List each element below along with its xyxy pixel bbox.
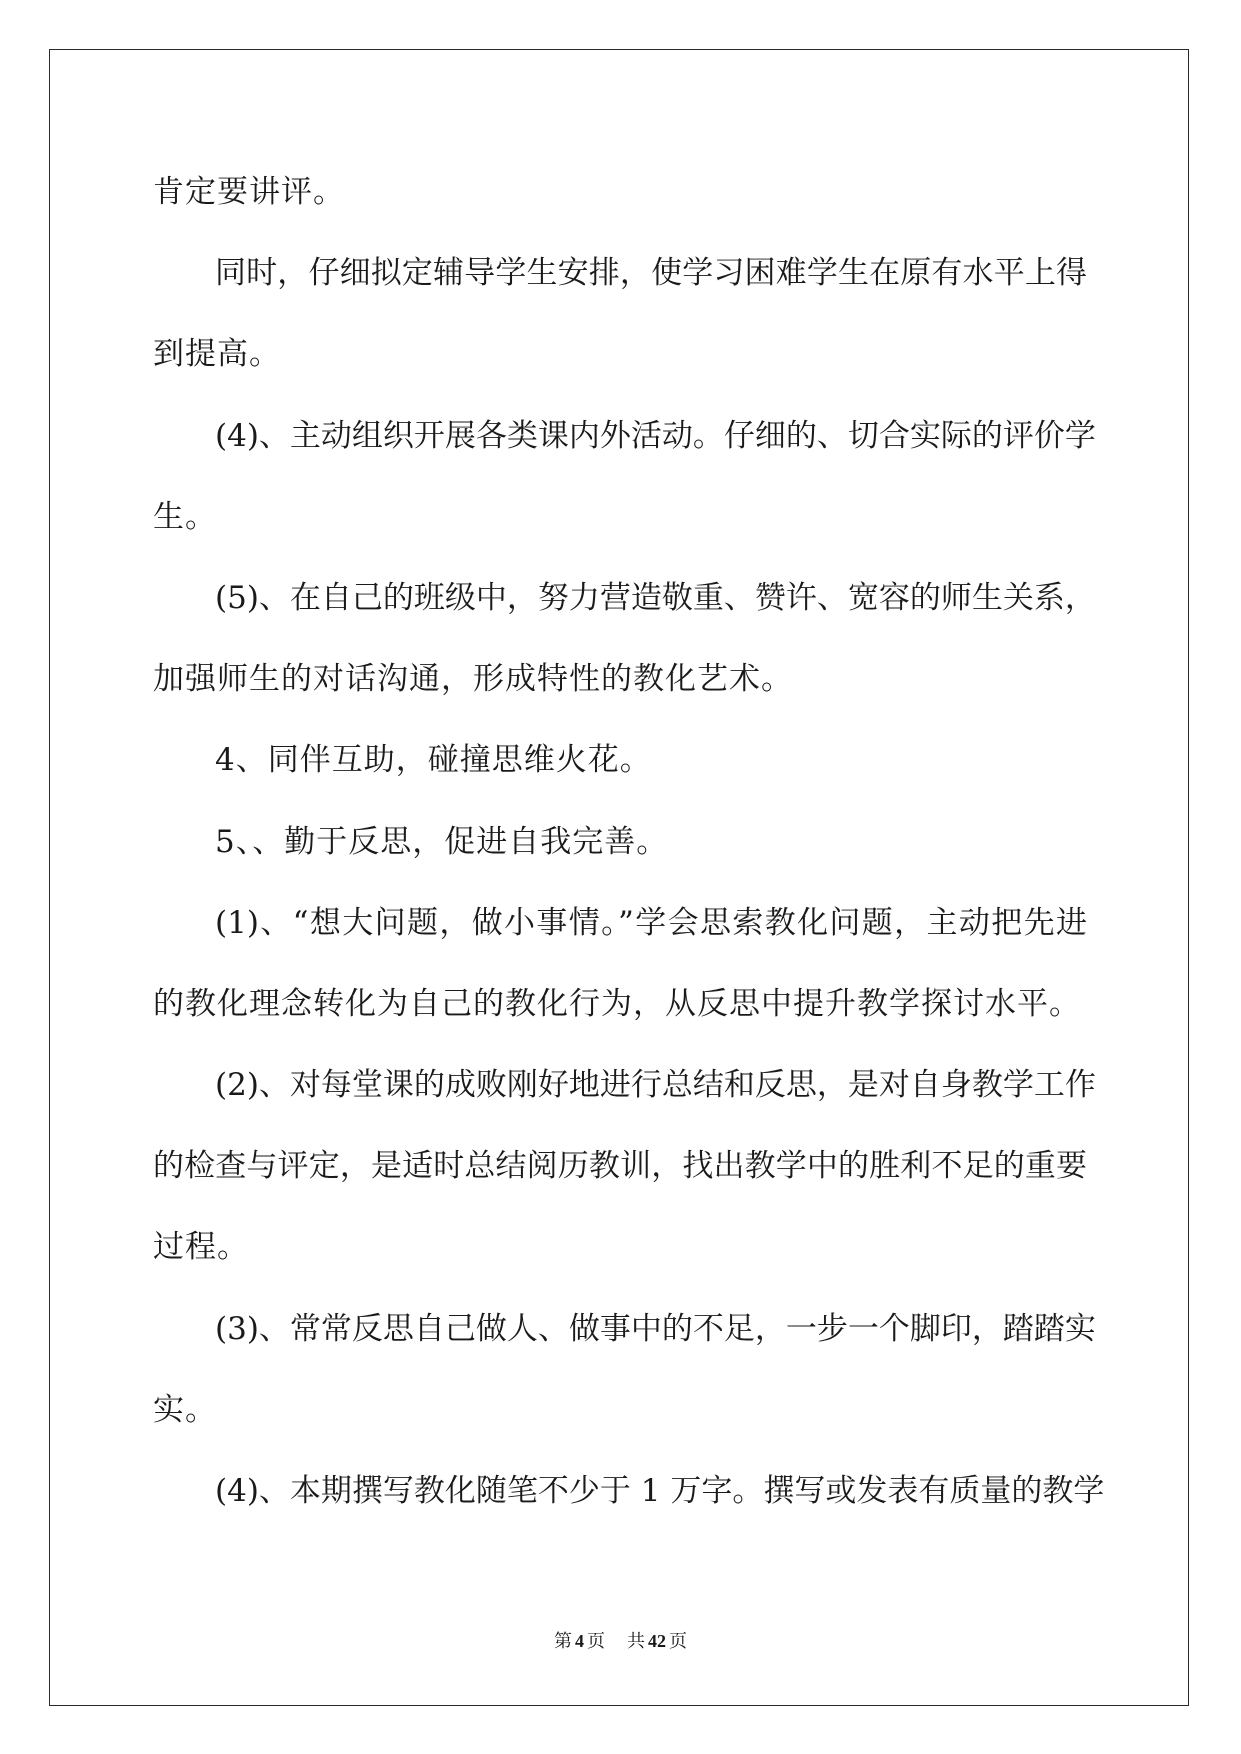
- text-line: 的检查与评定，是适时总结阅历教训，找出教学中的胜利不足的重要: [153, 1148, 1087, 1185]
- document-body: [153, 152, 1105, 1532]
- text-line: 实。: [153, 1391, 217, 1428]
- text-line: 同时，仔细拟定辅导学生安排，使学习困难学生在原有水平上得: [215, 255, 1087, 292]
- text-line: (5)、在自己的班级中，努力营造敬重、赞许、宽容的师生关系，: [215, 579, 1096, 616]
- text-line: 到提高。: [153, 336, 281, 373]
- text-line: 肯定要讲评。: [153, 174, 345, 210]
- text-line: (2)、对每堂课的成败刚好地进行总结和反思，是对自身教学工作: [215, 1067, 1096, 1104]
- text-line: 生。: [153, 498, 217, 535]
- footer-page-suffix: 页: [587, 1631, 605, 1651]
- text-line: (4)、本期撰写教化随笔不少于 1 万字。撰写或发表有质量的教学: [215, 1473, 1105, 1509]
- footer-total-pages: 42: [648, 1631, 666, 1651]
- footer-total-suffix: 页: [669, 1631, 687, 1651]
- footer-total-prefix: 共: [627, 1631, 645, 1651]
- footer-page-number: 4: [575, 1631, 584, 1651]
- text-line: 加强师生的对话沟通，形成特性的教化艺术。: [153, 661, 793, 698]
- text-line: 4、同伴互助，碰撞思维火花。: [215, 742, 652, 779]
- text-line: 过程。: [153, 1229, 249, 1266]
- page-footer: [0, 1627, 1241, 1655]
- text-line: (4)、主动组织开展各类课内外活动。仔细的、切合实际的评价学: [215, 417, 1096, 454]
- text-line: (1)、“想大问题，做小事情。”学会思索教化问题，主动把先进: [215, 904, 1087, 941]
- footer-page-prefix: 第: [554, 1631, 572, 1651]
- text-line: 5、、勤于反思，促进自我完善。: [215, 823, 669, 860]
- text-line: 的教化理念转化为自己的教化行为，从反思中提升教学探讨水平。: [153, 985, 1081, 1022]
- text-line: (3)、常常反思自己做人、做事中的不足，一步一个脚印，踏踏实: [215, 1310, 1096, 1347]
